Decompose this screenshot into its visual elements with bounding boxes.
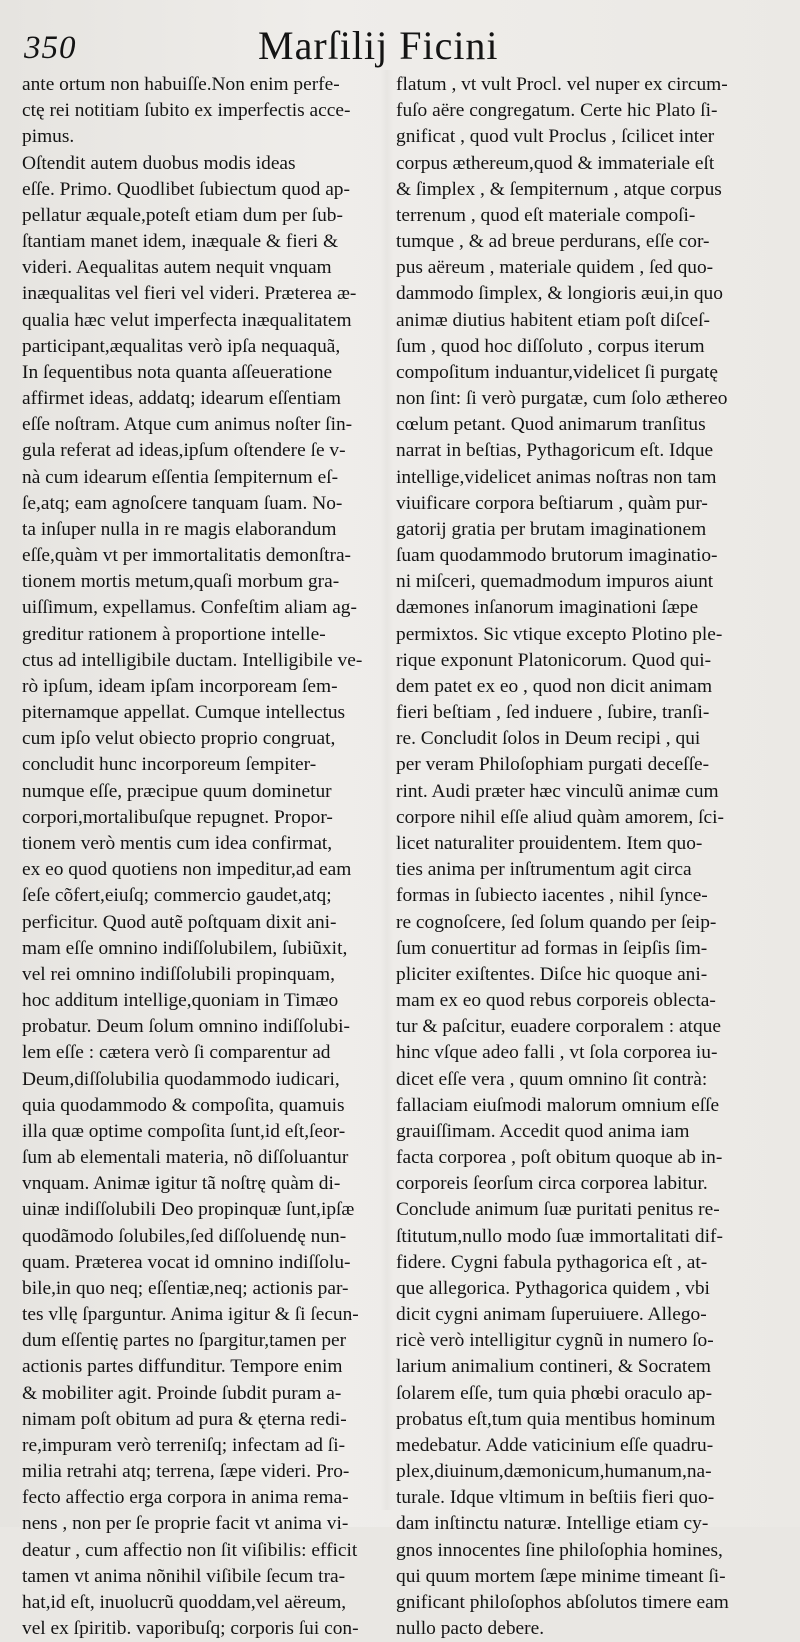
text-line: ctus ad intelligibile ductam. Intelligibile ve- (22, 649, 363, 671)
page-number: 350 (24, 30, 77, 66)
text-line: terrenum , quod eſt materiale compoſi- (396, 204, 696, 226)
running-title: Marſilij Ficini (258, 23, 499, 68)
text-line: lem eſſe : cætera verò ſi comparentur ad (22, 1042, 331, 1064)
text-line: ante ortum non habuiſſe.Non enim perfe- (22, 74, 340, 95)
text-line: & ſimplex , & ſempiternum , atque corpus (396, 178, 722, 200)
text-line: & mobiliter agit. Proinde ſubdit puram a- (22, 1382, 342, 1404)
text-line: formas in ſubiecto iacentes , nihil ſynce- (396, 885, 708, 907)
text-line: qui quum mortem ſæpe minime timeant ſi- (396, 1565, 726, 1587)
text-line: larium animalium contineri, & Socratem (396, 1356, 712, 1378)
text-line: pellatur æquale,poteſt etiam dum per ſub- (22, 204, 343, 226)
text-line: pimus. (22, 126, 75, 148)
text-line: que allegorica. Pythagorica quidem , vbi (396, 1277, 710, 1299)
text-line: uinæ indiſſolubili Deo propinquæ ſunt,ipſæ (22, 1199, 355, 1221)
text-line: gula referat ad ideas,ipſum oſtendere ſe v- (22, 440, 346, 462)
text-line: ſuam quodammodo brutorum imaginatio- (396, 545, 718, 567)
text-line: eſſe noſtram. Atque cum animus noſter ſin- (22, 414, 353, 436)
text-line: ſeſe cõfert,eiuſq; commercio gaudet,atq; (22, 885, 332, 907)
left-column (22, 72, 382, 1642)
text-line: corpori,mortalibuſque repugnet. Propor- (22, 806, 333, 828)
text-line: In ſequentibus nota quanta aſſeueratione (22, 361, 333, 383)
text-line: nullo pacto debere. (396, 1618, 545, 1640)
text-line: corpus æthereum,quod & immateriale eſt (396, 152, 715, 174)
text-line: tur & paſcitur, euadere corporalem : atque (396, 1016, 721, 1038)
text-line: ſum , quod hoc diſſoluto , corpus iterum (396, 335, 705, 357)
text-line: illa quæ optime compoſita ſunt,id eſt,ſeor- (22, 1120, 346, 1142)
text-line: ricè verò intelligitur cygnũ in numero ſo- (396, 1330, 714, 1352)
text-line: eſſe. Primo. Quodlibet ſubiectum quod ap- (22, 178, 350, 200)
text-line: ſe,atq; eam agnoſcere tanquam ſuam. No- (22, 492, 343, 514)
text-line: quia quodammodo & compoſita, quamuis (22, 1094, 345, 1116)
text-line: piternamque appellat. Cumque intellectus (22, 702, 346, 724)
text-line: vel rei omnino indiſſolubili propinquam, (22, 963, 335, 985)
text-line: bile,in quo neq; eſſentiæ,neq; actionis par- (22, 1277, 349, 1299)
text-line: grauiſſimam. Accedit quod anima iam (396, 1120, 690, 1142)
text-line: inæqualitas vel fieri vel videri. Præterea æ- (22, 283, 357, 305)
text-line: numque eſſe, præcipue quum dominetur (22, 780, 332, 802)
text-line: dem patet ex eo , quod non dicit animam (396, 675, 713, 697)
text-line: dæmones inſanorum imaginationi ſæpe (396, 597, 699, 619)
text-line: nens , non per ſe proprie facit vt anima vi- (22, 1513, 349, 1535)
text-line: probatur. Deum ſolum omnino indiſſolubi- (22, 1016, 351, 1038)
text-line: deatur , cum affectio non ſit viſibilis: efficit (22, 1539, 358, 1561)
text-line: ſtitutum,nullo modo ſuæ immortalitati dif- (396, 1225, 723, 1247)
text-line: dammodo ſimplex, & longioris æui,in quo (396, 283, 723, 305)
text-line: fecto affectio erga corpora in anima rema- (22, 1487, 349, 1509)
text-line: milia retrahi atq; terrena, ſæpe videri. Pro- (22, 1461, 350, 1483)
text-line: dicit cygni animam ſuperuiuere. Allego- (396, 1304, 707, 1326)
text-line: ſum conuertitur ad formas in ſeipſis ſim- (396, 937, 708, 959)
text-line: non ſint: ſi verò purgatæ, cum ſolo æthereo (396, 388, 728, 410)
text-line: tumque , & ad breue perdurans, eſſe cor- (396, 231, 710, 253)
text-line: videri. Aequalitas autem nequit vnquam (22, 257, 332, 279)
text-line: greditur rationem à proportione intelle- (22, 623, 326, 645)
text-line: gnificant philoſophos abſolutos timere eam (396, 1591, 729, 1613)
text-line: ſolarem eſſe, tum quia phœbi oraculo ap- (396, 1382, 713, 1404)
text-line: flatum , vt vult Procl. vel nuper ex circum- (396, 74, 728, 95)
text-line: vnquam. Animæ igitur tã noſtrę quàm di- (22, 1173, 341, 1195)
text-line: pliciter exiſtentes. Diſce hic quoque ani- (396, 963, 708, 985)
text-line: animæ diutius habitent etiam poſt diſceſ- (396, 309, 710, 331)
text-line: dicet eſſe vera , quum omnino ſit contrà: (396, 1068, 708, 1090)
text-line: vel ex ſpiritib. vaporibuſq; corporis ſui con- (22, 1618, 359, 1640)
text-line: medebatur. Adde vaticinium eſſe quadru- (396, 1434, 714, 1456)
text-line: licet naturaliter prouidentem. Item quo- (396, 832, 703, 854)
text-line: tionem verò mentis cum idea confirmat, (22, 832, 333, 854)
gutter (380, 70, 394, 1510)
text-line: Conclude animum ſuæ puritati penitus re- (396, 1199, 720, 1221)
text-line: quodãmodo ſolubiles,ſed diſſoluendę nun- (22, 1225, 347, 1247)
text-line: tamen vt anima nõnihil viſibile ſecum tra- (22, 1565, 346, 1587)
text-line: intellige,videlicet animas noſtras non tam (396, 466, 717, 488)
text-line: ni miſceri, quemadmodum impuros aiunt (396, 571, 714, 593)
text-line: perficitur. Quod autẽ poſtquam dixit ani- (22, 911, 337, 933)
text-line: tionem mortis metum,quaſi morbum gra- (22, 571, 340, 593)
text-line: affirmet ideas, addatq; idearum eſſentiam (22, 388, 341, 410)
text-line: gatorij gratia per brutam imaginationem (396, 518, 707, 540)
text-line: gnificat , quod vult Proclus , ſcilicet inter (396, 126, 715, 148)
text-line: pus aëreum , materiale quidem , ſed quo- (396, 257, 714, 279)
text-line: ta inſuper nulla in re magis elaborandum (22, 518, 337, 540)
text-line: mam eſſe omnino indiſſolubilem, ſubiũxit, (22, 937, 348, 959)
text-line: eſſe,quàm vt per immortalitatis demonſtra- (22, 545, 352, 567)
text-line: cum ipſo velut obiecto proprio congruat, (22, 728, 336, 750)
text-line: participant,æqualitas verò ipſa nequaquã, (22, 335, 341, 357)
text-line: Oſtendit autem duobus modis ideas (22, 152, 296, 174)
text-line: ſtantiam manet idem, inæquale & fieri & (22, 231, 339, 253)
text-line: per veram Philoſophiam purgati deceſſe- (396, 754, 710, 776)
text-line: ex eo quod quotiens non impeditur,ad eam (22, 859, 352, 881)
text-line: hoc additum intellige,quoniam in Timæo (22, 990, 339, 1012)
text-line: corporeis ſeorſum circa corporea labitur. (396, 1173, 708, 1195)
text-line: viuificare corpora beſtiarum , quàm pur- (396, 492, 708, 514)
text-line: uiſſimum, expellamus. Confeſtim aliam ag- (22, 597, 357, 619)
text-line: quam. Præterea vocat id omnino indiſſolu- (22, 1251, 351, 1273)
text-line: Deum,diſſolubilia quodammodo iudicari, (22, 1068, 340, 1090)
text-line: rique exponunt Platonicorum. Quod qui- (396, 649, 712, 671)
text-line: facta corporea , poſt obitum quoque ab in- (396, 1147, 723, 1169)
text-line: cœlum petant. Quod animarum tranſitus (396, 414, 706, 436)
text-line: qualia hæc velut imperfecta inæqualitatem (22, 309, 352, 331)
text-line: fieri beſtiam , ſed induere , ſubire, tranſi- (396, 702, 710, 724)
text-line: fidere. Cygni fabula pythagorica eſt , at- (396, 1251, 708, 1273)
text-line: ſum ab elementali materia, nõ diſſoluantur (22, 1147, 349, 1169)
text-line: permixtos. Sic vtique excepto Plotino ple- (396, 623, 723, 645)
text-line: corpore nihil eſſe aliud quàm amorem, ſci- (396, 806, 724, 828)
text-line: re,impuram verò terreniſq; infectam ad ſi- (22, 1434, 346, 1456)
text-line: hat,id eſt, inuolucrũ quoddam,vel aëreum, (22, 1591, 347, 1613)
text-line: fuſo aëre congregatum. Certe hic Plato ſi- (396, 100, 718, 122)
text-line: gnos innocentes ſine philoſophia homines, (396, 1539, 723, 1561)
right-column (396, 72, 792, 1642)
text-line: plex,diuinum,dæmonicum,humanum,na- (396, 1461, 712, 1483)
text-line: dum eſſentię partes no ſpargitur,tamen per (22, 1330, 347, 1352)
text-line: probatus eſt,tum quia mentibus hominum (396, 1408, 716, 1430)
text-line: re cognoſcere, ſed ſolum quando per ſeip- (396, 911, 717, 933)
text-line: concludit hunc incorporeum ſempiter- (22, 754, 317, 776)
text-line: re. Concludit ſolos in Deum recipi , qui (396, 728, 701, 750)
text-line: tes vllę ſparguntur. Anima igitur & ſi ſecun- (22, 1304, 359, 1326)
text-line: nà cum idearum eſſentia ſempiternum eſ- (22, 466, 339, 488)
text-line: nimam poſt obitum ad pura & ęterna redi- (22, 1408, 347, 1430)
text-line: rò ipſum, ideam ipſam incorpoream ſem- (22, 675, 338, 697)
text-line: narrat in beſtias, Pythagoricum eſt. Idque (396, 440, 714, 462)
text-line: rint. Audi præter hæc vinculũ animæ cum (396, 780, 719, 802)
text-line: ctę rei notitiam ſubito ex imperfectis acce- (22, 100, 351, 122)
text-line: ties anima per inſtrumentum agit circa (396, 859, 692, 881)
text-line: compoſitum induantur,videlicet ſi purgatę (396, 361, 718, 383)
text-line: actionis partes diffunditur. Tempore enim (22, 1356, 343, 1378)
text-line: dam inſtinctu naturæ. Intellige etiam cy- (396, 1513, 709, 1535)
text-line: turale. Idque vltimum in beſtiis fieri quo- (396, 1487, 715, 1509)
text-line: mam ex eo quod rebus corporeis oblecta- (396, 990, 716, 1012)
text-line: fallaciam eiuſmodi malorum omnium eſſe (396, 1094, 720, 1116)
text-line: hinc vſque adeo falli , vt ſola corporea iu- (396, 1042, 718, 1064)
